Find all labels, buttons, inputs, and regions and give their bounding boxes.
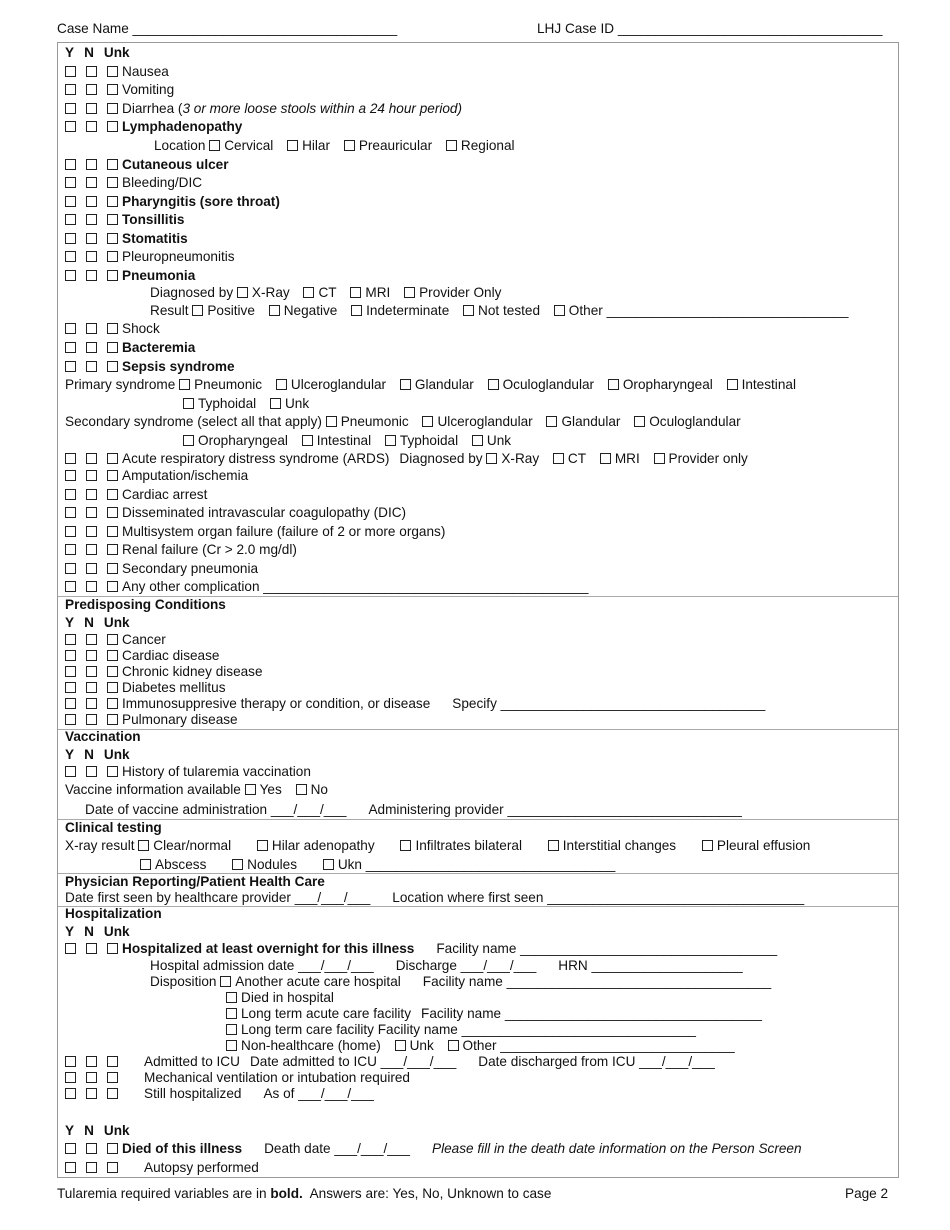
- ards-mri-checkbox[interactable]: [600, 453, 611, 464]
- primary-syndrome-row2: Typhoidal Unk: [183, 395, 309, 413]
- symptom-sepsis[interactable]: Sepsis syndrome: [65, 358, 235, 376]
- secondary-ulceroglandular-checkbox[interactable]: [422, 416, 433, 427]
- result-negative-checkbox[interactable]: [269, 305, 280, 316]
- symptom-vomiting[interactable]: Vomiting: [65, 81, 174, 99]
- pleuro-n-checkbox[interactable]: [86, 251, 97, 262]
- disp-ltc-checkbox[interactable]: [226, 1024, 237, 1035]
- icu-row[interactable]: Admitted to ICU Date admitted to ICU ___/___/___ Date discharged from ICU ___/___/___: [65, 1053, 715, 1071]
- symptom-pneumonia[interactable]: Pneumonia: [65, 267, 195, 285]
- icu-date-field[interactable]: Date admitted to ICU ___/___/___: [249, 1054, 457, 1069]
- symptom-dic[interactable]: Disseminated intravascular coagulopathy (DIC): [65, 504, 406, 522]
- immuno-unk-checkbox[interactable]: [107, 698, 118, 709]
- pneumonia-n-checkbox[interactable]: [86, 270, 97, 281]
- stomatitis-n-checkbox[interactable]: [86, 233, 97, 244]
- immuno-n-checkbox[interactable]: [86, 698, 97, 709]
- amputation-y-checkbox[interactable]: [65, 470, 76, 481]
- vaccination-title: Vaccination: [65, 729, 141, 744]
- lymph-unk-checkbox[interactable]: [107, 121, 118, 132]
- vaccine-date-row: [85, 801, 742, 819]
- symptom-diarrhea[interactable]: Diarrhea (3 or more loose stools within a 24 hour period): [65, 100, 462, 118]
- mof-n-checkbox[interactable]: [86, 526, 97, 537]
- condition-cancer[interactable]: Cancer: [65, 631, 166, 649]
- yn-header-death: Y N Unk: [65, 1123, 130, 1138]
- pharyngitis-y-checkbox[interactable]: [65, 196, 76, 207]
- primary-oculoglandular-checkbox[interactable]: [488, 379, 499, 390]
- symptom-cardiac-arrest[interactable]: Cardiac arrest: [65, 486, 207, 504]
- dic-y-checkbox[interactable]: [65, 507, 76, 518]
- primary-pneumonic-checkbox[interactable]: [179, 379, 190, 390]
- lhj-case-id-field[interactable]: LHJ Case ID ___________________________________: [537, 21, 883, 36]
- pneumonia-result-row: Result Positive Negative Indeterminate Not tested Other ________________________________: [150, 303, 849, 318]
- shock-unk-checkbox[interactable]: [107, 323, 118, 334]
- ards-y-checkbox[interactable]: [65, 453, 76, 464]
- icu-discharged-field[interactable]: Date discharged from ICU ___/___/___: [478, 1054, 715, 1069]
- bacteremia-y-checkbox[interactable]: [65, 342, 76, 353]
- diag-mri-checkbox[interactable]: [350, 287, 361, 298]
- tonsillitis-n-checkbox[interactable]: [86, 214, 97, 225]
- died-n-checkbox[interactable]: [86, 1143, 97, 1154]
- ards-xray-checkbox[interactable]: [486, 453, 497, 464]
- pleuro-y-checkbox[interactable]: [65, 251, 76, 262]
- primary-typhoidal-checkbox[interactable]: [183, 398, 194, 409]
- othercomp-unk-checkbox[interactable]: [107, 581, 118, 592]
- bleeding-unk-checkbox[interactable]: [107, 177, 118, 188]
- secondary-glandular-checkbox[interactable]: [546, 416, 557, 427]
- condition-cardiac[interactable]: Cardiac disease: [65, 647, 219, 665]
- result-not-tested-checkbox[interactable]: [463, 305, 474, 316]
- secondary-syndrome-row: Secondary syndrome (select all that apply) Pneumonic Ulceroglandular Glandular Oculoglandular: [65, 414, 741, 429]
- location-regional-checkbox[interactable]: [446, 140, 457, 151]
- othercomp-y-checkbox[interactable]: [65, 581, 76, 592]
- hosp-y-checkbox[interactable]: [65, 943, 76, 954]
- section-divider: [58, 819, 898, 820]
- location-cervical-checkbox[interactable]: [209, 140, 220, 151]
- discharge-date-field[interactable]: Discharge ___/___/___: [395, 958, 537, 973]
- vax-history-y-checkbox[interactable]: [65, 766, 76, 777]
- pharyngitis-n-checkbox[interactable]: [86, 196, 97, 207]
- footer-note: Tularemia required variables are in bold. Answers are: Yes, No, Unknown to case: [57, 1186, 552, 1201]
- xray-abscess-checkbox[interactable]: [140, 859, 151, 870]
- othercomp-n-checkbox[interactable]: [86, 581, 97, 592]
- xray-clear-checkbox[interactable]: [138, 840, 149, 851]
- ckd-unk-checkbox[interactable]: [107, 666, 118, 677]
- condition-pulmonary[interactable]: Pulmonary disease: [65, 711, 238, 729]
- symptom-bacteremia[interactable]: Bacteremia: [65, 339, 195, 357]
- xray-interstitial-checkbox[interactable]: [548, 840, 559, 851]
- immuno-specify-field[interactable]: Specify ___________________________________: [452, 696, 766, 711]
- cancer-unk-checkbox[interactable]: [107, 634, 118, 645]
- arrest-y-checkbox[interactable]: [65, 489, 76, 500]
- hrn-field[interactable]: HRN ____________________: [558, 958, 743, 973]
- bacteremia-n-checkbox[interactable]: [86, 342, 97, 353]
- condition-immuno[interactable]: Immunosuppresive therapy or condition, or disease Specify ___________________________________: [65, 695, 765, 713]
- hosp-n-checkbox[interactable]: [86, 943, 97, 954]
- renal-n-checkbox[interactable]: [86, 544, 97, 555]
- disp-ltac-facility-field[interactable]: Facility name __________________________________: [421, 1006, 762, 1021]
- amputation-n-checkbox[interactable]: [86, 470, 97, 481]
- ulcer-n-checkbox[interactable]: [86, 159, 97, 170]
- location-preauricular-checkbox[interactable]: [344, 140, 355, 151]
- nausea-unk-checkbox[interactable]: [107, 66, 118, 77]
- symptom-other-complication[interactable]: Any other complication ___________________________________________: [65, 578, 588, 596]
- section-divider: [58, 729, 898, 730]
- disp-acute-facility-field[interactable]: Facility name ___________________________________: [422, 974, 772, 989]
- secpneu-unk-checkbox[interactable]: [107, 563, 118, 574]
- icu-y-checkbox[interactable]: [65, 1056, 76, 1067]
- hospitalization-title: Hospitalization: [65, 906, 162, 921]
- diarrhea-y-checkbox[interactable]: [65, 103, 76, 114]
- lymph-n-checkbox[interactable]: [86, 121, 97, 132]
- ards-n-checkbox[interactable]: [86, 453, 97, 464]
- hosp-facility-field[interactable]: Facility name __________________________________: [436, 941, 778, 956]
- pulmonary-n-checkbox[interactable]: [86, 714, 97, 725]
- primary-oropharyngeal-checkbox[interactable]: [608, 379, 619, 390]
- ulcer-y-checkbox[interactable]: [65, 159, 76, 170]
- secpneu-y-checkbox[interactable]: [65, 563, 76, 574]
- diarrhea-unk-checkbox[interactable]: [107, 103, 118, 114]
- physician-title: Physician Reporting/Patient Health Care: [65, 874, 325, 889]
- primary-unk-checkbox[interactable]: [270, 398, 281, 409]
- primary-syndrome-row: Primary syndrome Pneumonic Ulceroglandular Glandular Oculoglandular Oropharyngeal Intestinal: [65, 377, 796, 392]
- cancer-y-checkbox[interactable]: [65, 634, 76, 645]
- secondary-intestinal-checkbox[interactable]: [302, 435, 313, 446]
- autopsy-unk-checkbox[interactable]: [107, 1162, 118, 1173]
- diag-xray-checkbox[interactable]: [237, 287, 248, 298]
- vax-date-field[interactable]: Date of vaccine administration ___/___/___: [85, 802, 347, 817]
- location-hilar-checkbox[interactable]: [287, 140, 298, 151]
- autopsy-n-checkbox[interactable]: [86, 1162, 97, 1173]
- mof-unk-checkbox[interactable]: [107, 526, 118, 537]
- vax-info-no-checkbox[interactable]: [296, 784, 307, 795]
- yn-header-hosp: Y N Unk: [65, 924, 130, 939]
- bacteremia-unk-checkbox[interactable]: [107, 342, 118, 353]
- mechvent-unk-checkbox[interactable]: [107, 1072, 118, 1083]
- xray-ukn-checkbox[interactable]: [323, 859, 334, 870]
- yn-header-vaccination: Y N Unk: [65, 747, 130, 762]
- tonsillitis-unk-checkbox[interactable]: [107, 214, 118, 225]
- vomiting-n-checkbox[interactable]: [86, 84, 97, 95]
- xray-pleural-checkbox[interactable]: [702, 840, 713, 851]
- ckd-n-checkbox[interactable]: [86, 666, 97, 677]
- symptom-stomatitis[interactable]: Stomatitis: [65, 230, 188, 248]
- secpneu-n-checkbox[interactable]: [86, 563, 97, 574]
- disp-died-checkbox[interactable]: [226, 992, 237, 1003]
- secondary-syndrome-row2: Oropharyngeal Intestinal Typhoidal Unk: [183, 432, 511, 450]
- section-divider: [58, 906, 898, 907]
- secondary-unk-checkbox[interactable]: [472, 435, 483, 446]
- lymph-y-checkbox[interactable]: [65, 121, 76, 132]
- dic-unk-checkbox[interactable]: [107, 507, 118, 518]
- tonsillitis-y-checkbox[interactable]: [65, 214, 76, 225]
- shock-y-checkbox[interactable]: [65, 323, 76, 334]
- ards-unk-checkbox[interactable]: [107, 453, 118, 464]
- died-unk-checkbox[interactable]: [107, 1143, 118, 1154]
- ulcer-unk-checkbox[interactable]: [107, 159, 118, 170]
- disp-home-row: Non-healthcare (home) Unk Other _______________________________: [226, 1037, 735, 1055]
- xray-infiltrates-checkbox[interactable]: [400, 840, 411, 851]
- symptom-renal[interactable]: Renal failure (Cr > 2.0 mg/dl): [65, 541, 297, 559]
- still-hosp-asof-field[interactable]: As of ___/___/___: [263, 1086, 374, 1101]
- nausea-y-checkbox[interactable]: [65, 66, 76, 77]
- secondary-oculoglandular-checkbox[interactable]: [634, 416, 645, 427]
- symptom-mof[interactable]: Multisystem organ failure (failure of 2 or more organs): [65, 523, 445, 541]
- diabetes-n-checkbox[interactable]: [86, 682, 97, 693]
- disp-died-row: Died in hospital: [226, 989, 334, 1007]
- mof-y-checkbox[interactable]: [65, 526, 76, 537]
- secondary-oropharyngeal-checkbox[interactable]: [183, 435, 194, 446]
- died-y-checkbox[interactable]: [65, 1143, 76, 1154]
- dic-n-checkbox[interactable]: [86, 507, 97, 518]
- disp-ltac-checkbox[interactable]: [226, 1008, 237, 1019]
- disp-home-checkbox[interactable]: [226, 1040, 237, 1051]
- ckd-y-checkbox[interactable]: [65, 666, 76, 677]
- pulmonary-y-checkbox[interactable]: [65, 714, 76, 725]
- diarrhea-n-checkbox[interactable]: [86, 103, 97, 114]
- cardiac-y-checkbox[interactable]: [65, 650, 76, 661]
- symptom-amputation[interactable]: Amputation/ischemia: [65, 467, 248, 485]
- diag-provider-checkbox[interactable]: [404, 287, 415, 298]
- hosp-unk-checkbox[interactable]: [107, 943, 118, 954]
- cancer-n-checkbox[interactable]: [86, 634, 97, 645]
- vomiting-unk-checkbox[interactable]: [107, 84, 118, 95]
- disposition-row: Disposition Another acute care hospital Facility name ___________________________________: [150, 974, 772, 989]
- vax-history-n-checkbox[interactable]: [86, 766, 97, 777]
- vaccine-info-row: Vaccine information available Yes No: [65, 782, 328, 797]
- ards-provider-checkbox[interactable]: [654, 453, 665, 464]
- physician-row: [65, 889, 804, 907]
- death-date-field[interactable]: Death date ___/___/___: [264, 1141, 410, 1156]
- secondary-pneumonic-checkbox[interactable]: [326, 416, 337, 427]
- nausea-n-checkbox[interactable]: [86, 66, 97, 77]
- xray-nodules-checkbox[interactable]: [232, 859, 243, 870]
- disp-acute-checkbox[interactable]: [220, 976, 231, 987]
- pneumonia-y-checkbox[interactable]: [65, 270, 76, 281]
- pneumonia-unk-checkbox[interactable]: [107, 270, 118, 281]
- condition-diabetes[interactable]: Diabetes mellitus: [65, 679, 226, 697]
- pulmonary-unk-checkbox[interactable]: [107, 714, 118, 725]
- symptom-tonsillitis[interactable]: Tonsillitis: [65, 211, 184, 229]
- shock-n-checkbox[interactable]: [86, 323, 97, 334]
- lymph-location-row: Location Cervical Hilar Preauricular Regional: [154, 138, 515, 153]
- arrest-unk-checkbox[interactable]: [107, 489, 118, 500]
- pneumonia-diagnosed-row: Diagnosed by X-Ray CT MRI Provider Only: [150, 285, 502, 300]
- clinical-title: Clinical testing: [65, 820, 162, 835]
- result-indeterminate-checkbox[interactable]: [351, 305, 362, 316]
- result-other-checkbox[interactable]: [554, 305, 565, 316]
- secondary-typhoidal-checkbox[interactable]: [385, 435, 396, 446]
- hospitalized-row[interactable]: Hospitalized at least overnight for this illness Facility name __________________________________: [65, 940, 777, 958]
- symptom-nausea[interactable]: Nausea: [65, 63, 169, 81]
- sepsis-y-checkbox[interactable]: [65, 361, 76, 372]
- condition-ckd[interactable]: Chronic kidney disease: [65, 663, 263, 681]
- symptom-shock[interactable]: Shock: [65, 320, 160, 338]
- mech-vent-row[interactable]: Mechanical ventilation or intubation required: [65, 1069, 410, 1087]
- xray-hilar-checkbox[interactable]: [257, 840, 268, 851]
- disp-other-checkbox[interactable]: [448, 1040, 459, 1051]
- vax-info-yes-checkbox[interactable]: [245, 784, 256, 795]
- icu-unk-checkbox[interactable]: [107, 1056, 118, 1067]
- symptom-secondary-pneumonia[interactable]: Secondary pneumonia: [65, 560, 258, 578]
- renal-y-checkbox[interactable]: [65, 544, 76, 555]
- vax-history-unk-checkbox[interactable]: [107, 766, 118, 777]
- stillhosp-y-checkbox[interactable]: [65, 1088, 76, 1099]
- primary-intestinal-checkbox[interactable]: [727, 379, 738, 390]
- renal-unk-checkbox[interactable]: [107, 544, 118, 555]
- primary-ulceroglandular-checkbox[interactable]: [276, 379, 287, 390]
- result-positive-checkbox[interactable]: [192, 305, 203, 316]
- autopsy-y-checkbox[interactable]: [65, 1162, 76, 1173]
- admission-date-field[interactable]: Hospital admission date ___/___/___: [150, 958, 374, 973]
- xray-result-row2: Abscess Nodules Ukn _________________________________: [140, 856, 615, 874]
- bleeding-y-checkbox[interactable]: [65, 177, 76, 188]
- icu-n-checkbox[interactable]: [86, 1056, 97, 1067]
- predisposing-title: Predisposing Conditions: [65, 597, 226, 612]
- stillhosp-n-checkbox[interactable]: [86, 1088, 97, 1099]
- stillhosp-unk-checkbox[interactable]: [107, 1088, 118, 1099]
- arrest-n-checkbox[interactable]: [86, 489, 97, 500]
- disp-unk-checkbox[interactable]: [395, 1040, 406, 1051]
- amputation-unk-checkbox[interactable]: [107, 470, 118, 481]
- disp-ltac-row: Long term acute care facility Facility name __________________________________: [226, 1005, 762, 1023]
- ards-ct-checkbox[interactable]: [553, 453, 564, 464]
- xray-result-row: X-ray result Clear/normal Hilar adenopathy Infiltrates bilateral Interstitial changes Pleural effusion: [65, 838, 811, 853]
- cardiac-n-checkbox[interactable]: [86, 650, 97, 661]
- page-number: Page 2: [845, 1186, 889, 1201]
- symptom-lymphadenopathy[interactable]: Lymphadenopathy: [65, 118, 242, 136]
- autopsy-row[interactable]: Autopsy performed: [65, 1159, 259, 1177]
- died-row[interactable]: Died of this illness Death date ___/___/___ Please fill in the death date information on the Person Screen: [65, 1140, 802, 1158]
- sepsis-n-checkbox[interactable]: [86, 361, 97, 372]
- immuno-y-checkbox[interactable]: [65, 698, 76, 709]
- cardiac-unk-checkbox[interactable]: [107, 650, 118, 661]
- sepsis-unk-checkbox[interactable]: [107, 361, 118, 372]
- symptom-ards[interactable]: Acute respiratory distress syndrome (ARDS) Diagnosed by X-Ray CT MRI Provider only: [65, 450, 748, 468]
- yn-header-predisposing: Y N Unk: [65, 615, 130, 630]
- pleuro-unk-checkbox[interactable]: [107, 251, 118, 262]
- diabetes-y-checkbox[interactable]: [65, 682, 76, 693]
- stomatitis-unk-checkbox[interactable]: [107, 233, 118, 244]
- vaccination-history[interactable]: History of tularemia vaccination: [65, 763, 311, 781]
- symptom-cutaneous-ulcer[interactable]: Cutaneous ulcer: [65, 156, 229, 174]
- date-first-seen-field[interactable]: Date first seen by healthcare provider ___/___/___: [65, 890, 371, 905]
- case-name-field[interactable]: Case Name ___________________________________: [57, 21, 398, 36]
- mechvent-n-checkbox[interactable]: [86, 1072, 97, 1083]
- mechvent-y-checkbox[interactable]: [65, 1072, 76, 1083]
- bleeding-n-checkbox[interactable]: [86, 177, 97, 188]
- symptom-pleuropneumonitis[interactable]: Pleuropneumonitis: [65, 248, 235, 266]
- disp-ltc-row: Long term care facility Facility name _______________________________: [226, 1021, 696, 1039]
- stomatitis-y-checkbox[interactable]: [65, 233, 76, 244]
- yn-header: Y N Unk: [65, 45, 130, 60]
- vax-provider-field[interactable]: Administering provider _______________________________: [368, 802, 742, 817]
- diag-ct-checkbox[interactable]: [303, 287, 314, 298]
- still-hosp-row[interactable]: Still hospitalized As of ___/___/___: [65, 1085, 374, 1103]
- symptom-bleeding[interactable]: Bleeding/DIC: [65, 174, 202, 192]
- symptom-pharyngitis[interactable]: Pharyngitis (sore throat): [65, 193, 280, 211]
- primary-glandular-checkbox[interactable]: [400, 379, 411, 390]
- location-first-seen-field[interactable]: Location where first seen __________________________________: [392, 890, 805, 905]
- diabetes-unk-checkbox[interactable]: [107, 682, 118, 693]
- pharyngitis-unk-checkbox[interactable]: [107, 196, 118, 207]
- vomiting-y-checkbox[interactable]: [65, 84, 76, 95]
